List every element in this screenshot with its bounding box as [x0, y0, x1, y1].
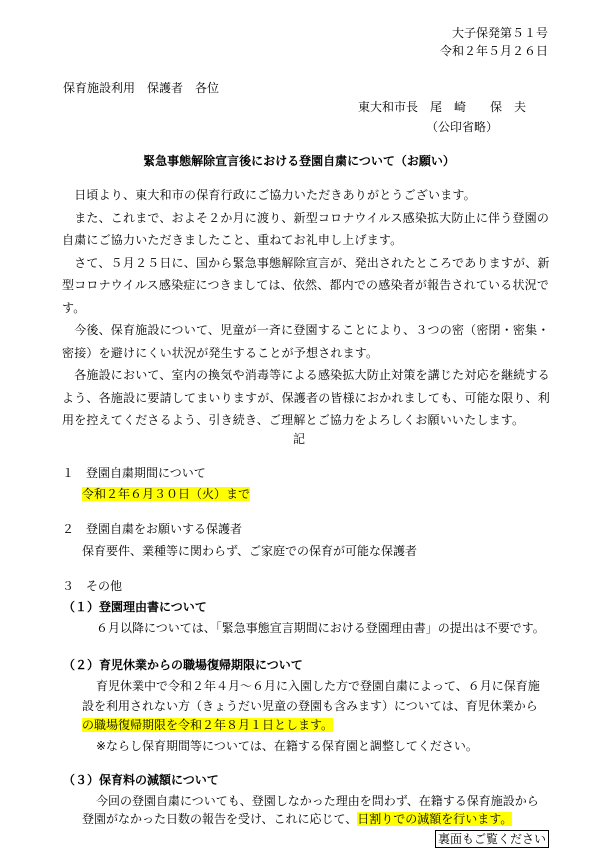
ki-mark: 記 [292, 432, 305, 446]
reduction-text: 登園がなかった日数の報告を受け、これに応じて、 [82, 812, 358, 826]
subsection-1-text: ６月以降については、「緊急事態宣言期間における登園理由書」の提出は不要です。 [96, 621, 545, 635]
subsection-3-line: 今回の登園自粛についても、登園しなかった理由を問わず、在籍する保育施設から [96, 794, 539, 808]
addressee: 保育施設利用 保護者 各位 [63, 81, 220, 95]
issue-date: 令和２年５月２６日 [439, 44, 548, 58]
body-paragraph: 各施設において、室内の換気や消毒等による感染拡大防止対策を講じた対応を継続するよう、各施設に要請してまいりますが、保護者の皆様におかれましても、可能な限り、利用を控えてくださるよう、引き続き、ご理解とご協力をよろしくお願いいたします。 [62, 368, 551, 427]
subsection-3-heading: （３）保育料の減額について [63, 773, 219, 787]
sender: 東大和市長 尾 崎 保 夫 [358, 100, 527, 114]
subsection-2-line: 育児休業中で令和２年４月～６月に入園した方で登園自粛によって、６月に保育施 [96, 679, 540, 693]
body-paragraph: さて、５月２５日に、国から緊急事態解除宣言が、発出されたところでありますが、新型コロナウイルス感染症につきましては、依然、都内での感染者が報告されている状況です。 [62, 255, 550, 315]
seal-omitted-note: （公印省略） [426, 120, 499, 134]
body-paragraph: 今後、保育施設について、児童が一斉に登園することにより、３つの密（密閉・密集・密接）を避けにくい状況が発生することが予想されます。 [62, 323, 550, 360]
body-paragraph: また、これまで、およそ２か月に渡り、新型コロナウイルス感染拡大防止に伴う登園の自粛にご協力いただきましたこと、重ねてお礼申し上げます。 [62, 210, 550, 247]
document-number: 大子保発第５１号 [451, 26, 548, 40]
document-title: 緊急事態解除宣言後における登園自粛について（お願い） [143, 154, 455, 168]
section-3-heading: ３ その他 [62, 579, 123, 593]
subsection-1-heading: （１）登園理由書について [63, 600, 207, 614]
period-highlight: 令和２年６月３０日（火）まで [82, 487, 251, 501]
reduction-highlight: 日割りでの減額を行います。 [357, 812, 513, 826]
section-1-period [82, 486, 250, 502]
section-2-text: 保育要件、業種等に関わらず、ご家庭での保育が可能な保護者 [82, 544, 418, 558]
subsection-2-line [82, 717, 333, 733]
subsection-2-heading: （２）育児休業からの職場復帰期限について [63, 658, 303, 672]
see-reverse-note: 裏面もご覧ください [435, 830, 549, 848]
body-text [62, 184, 550, 432]
section-1-heading: １ 登園自粛期間について [62, 466, 206, 480]
subsection-2-line: 設を利用されない方（きょうだい児童の登園も含みます）については、育児休業から [82, 699, 538, 713]
subsection-3-line [82, 811, 512, 827]
section-2-heading: ２ 登園自粛をお願いする保護者 [62, 522, 243, 536]
subsection-2-note: ※ならし保育期間等については、在籍する保育園と調整してください。 [96, 739, 478, 753]
body-paragraph: 日頃より、東大和市の保育行政にご協力いただきありがとうございます。 [62, 188, 476, 202]
return-deadline-highlight: の職場復帰期限を令和２年８月１日とします。 [82, 718, 334, 732]
